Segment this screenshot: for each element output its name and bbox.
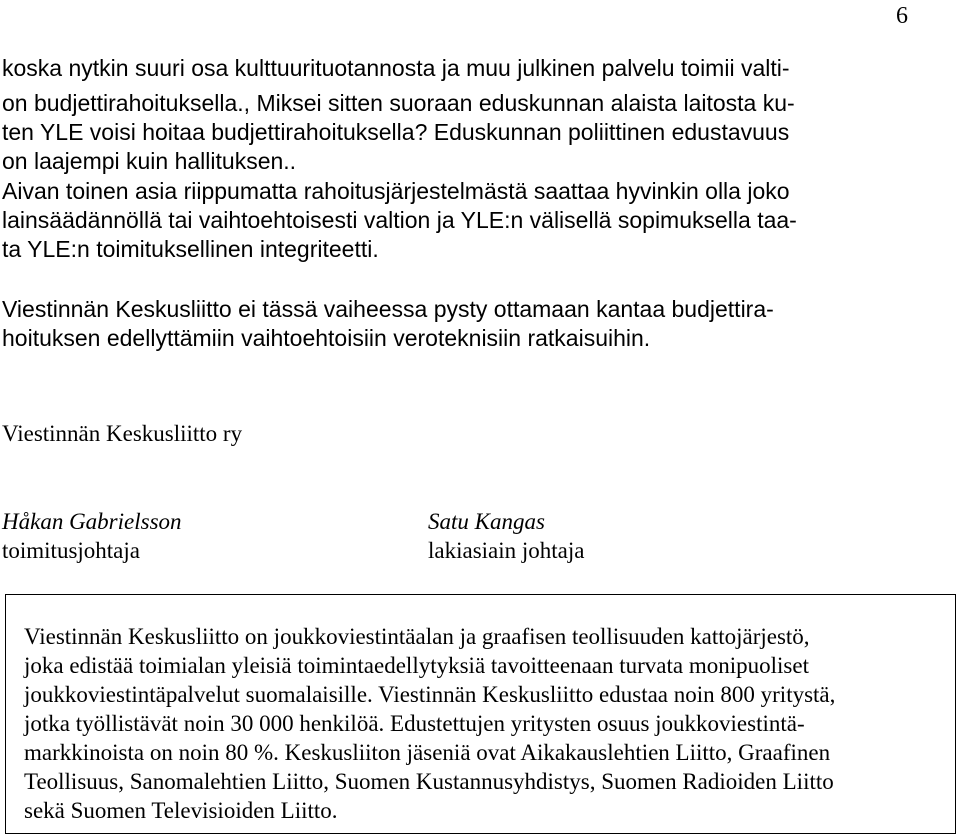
info-line: Teollisuus, Sanomalehtien Liitto, Suomen Kustannusyhdistys, Suomen Radioiden Liitto bbox=[24, 769, 834, 794]
signer-name: Håkan Gabrielsson bbox=[2, 509, 182, 534]
body-line: on budjettirahoituksella., Miksei sitten suoraan eduskunnan alaista laitosta ku- bbox=[2, 90, 795, 116]
info-line: markkinoista on noin 80 %. Keskusliiton jäseniä ovat Aikakauslehtien Liitto, Graafinen bbox=[24, 740, 831, 765]
organization-name: Viestinnän Keskusliitto ry bbox=[2, 421, 243, 446]
info-line: sekä Suomen Televisioiden Liitto. bbox=[24, 798, 338, 823]
body-line: ta YLE:n toimituksellinen integriteetti. bbox=[2, 236, 379, 262]
info-line: joka edistää toimialan yleisiä toimintaedellytyksiä tavoitteenaan turvata monipuoliset bbox=[24, 653, 809, 678]
signer-title: lakiasiain johtaja bbox=[428, 538, 585, 563]
page-number: 6 bbox=[896, 3, 908, 29]
organization-info-box bbox=[5, 594, 956, 834]
body-line: lainsäädännöllä tai vaihtoehtoisesti valtion ja YLE:n välisellä sopimuksella taa- bbox=[2, 207, 797, 233]
info-line: jotka työllistävät noin 30 000 henkilöä. Edustettujen yritysten osuus joukkoviestintä- bbox=[24, 711, 805, 736]
body-line: Viestinnän Keskusliitto ei tässä vaiheessa pysty ottamaan kantaa budjettira- bbox=[2, 296, 774, 322]
signer-title: toimitusjohtaja bbox=[2, 538, 140, 563]
body-line: on laajempi kuin hallituksen.. bbox=[2, 148, 297, 174]
body-line: Aivan toinen asia riippumatta rahoitusjärjestelmästä saattaa hyvinkin olla joko bbox=[2, 178, 790, 204]
info-line: joukkoviestintäpalvelut suomalaisille. Viestinnän Keskusliitto edustaa noin 800 yritystä, bbox=[24, 682, 836, 707]
body-line: ten YLE voisi hoitaa budjettirahoituksella? Eduskunnan poliittinen edustavuus bbox=[2, 119, 790, 145]
info-line: Viestinnän Keskusliitto on joukkoviestintäalan ja graafisen teollisuuden kattojärjestö, bbox=[24, 624, 810, 649]
signer-name: Satu Kangas bbox=[428, 509, 545, 534]
body-line: hoituksen edellyttämiin vaihtoehtoisiin veroteknisiin ratkaisuihin. bbox=[2, 325, 651, 351]
body-line: koska nytkin suuri osa kulttuurituotannosta ja muu julkinen palvelu toimii valti- bbox=[2, 55, 790, 81]
